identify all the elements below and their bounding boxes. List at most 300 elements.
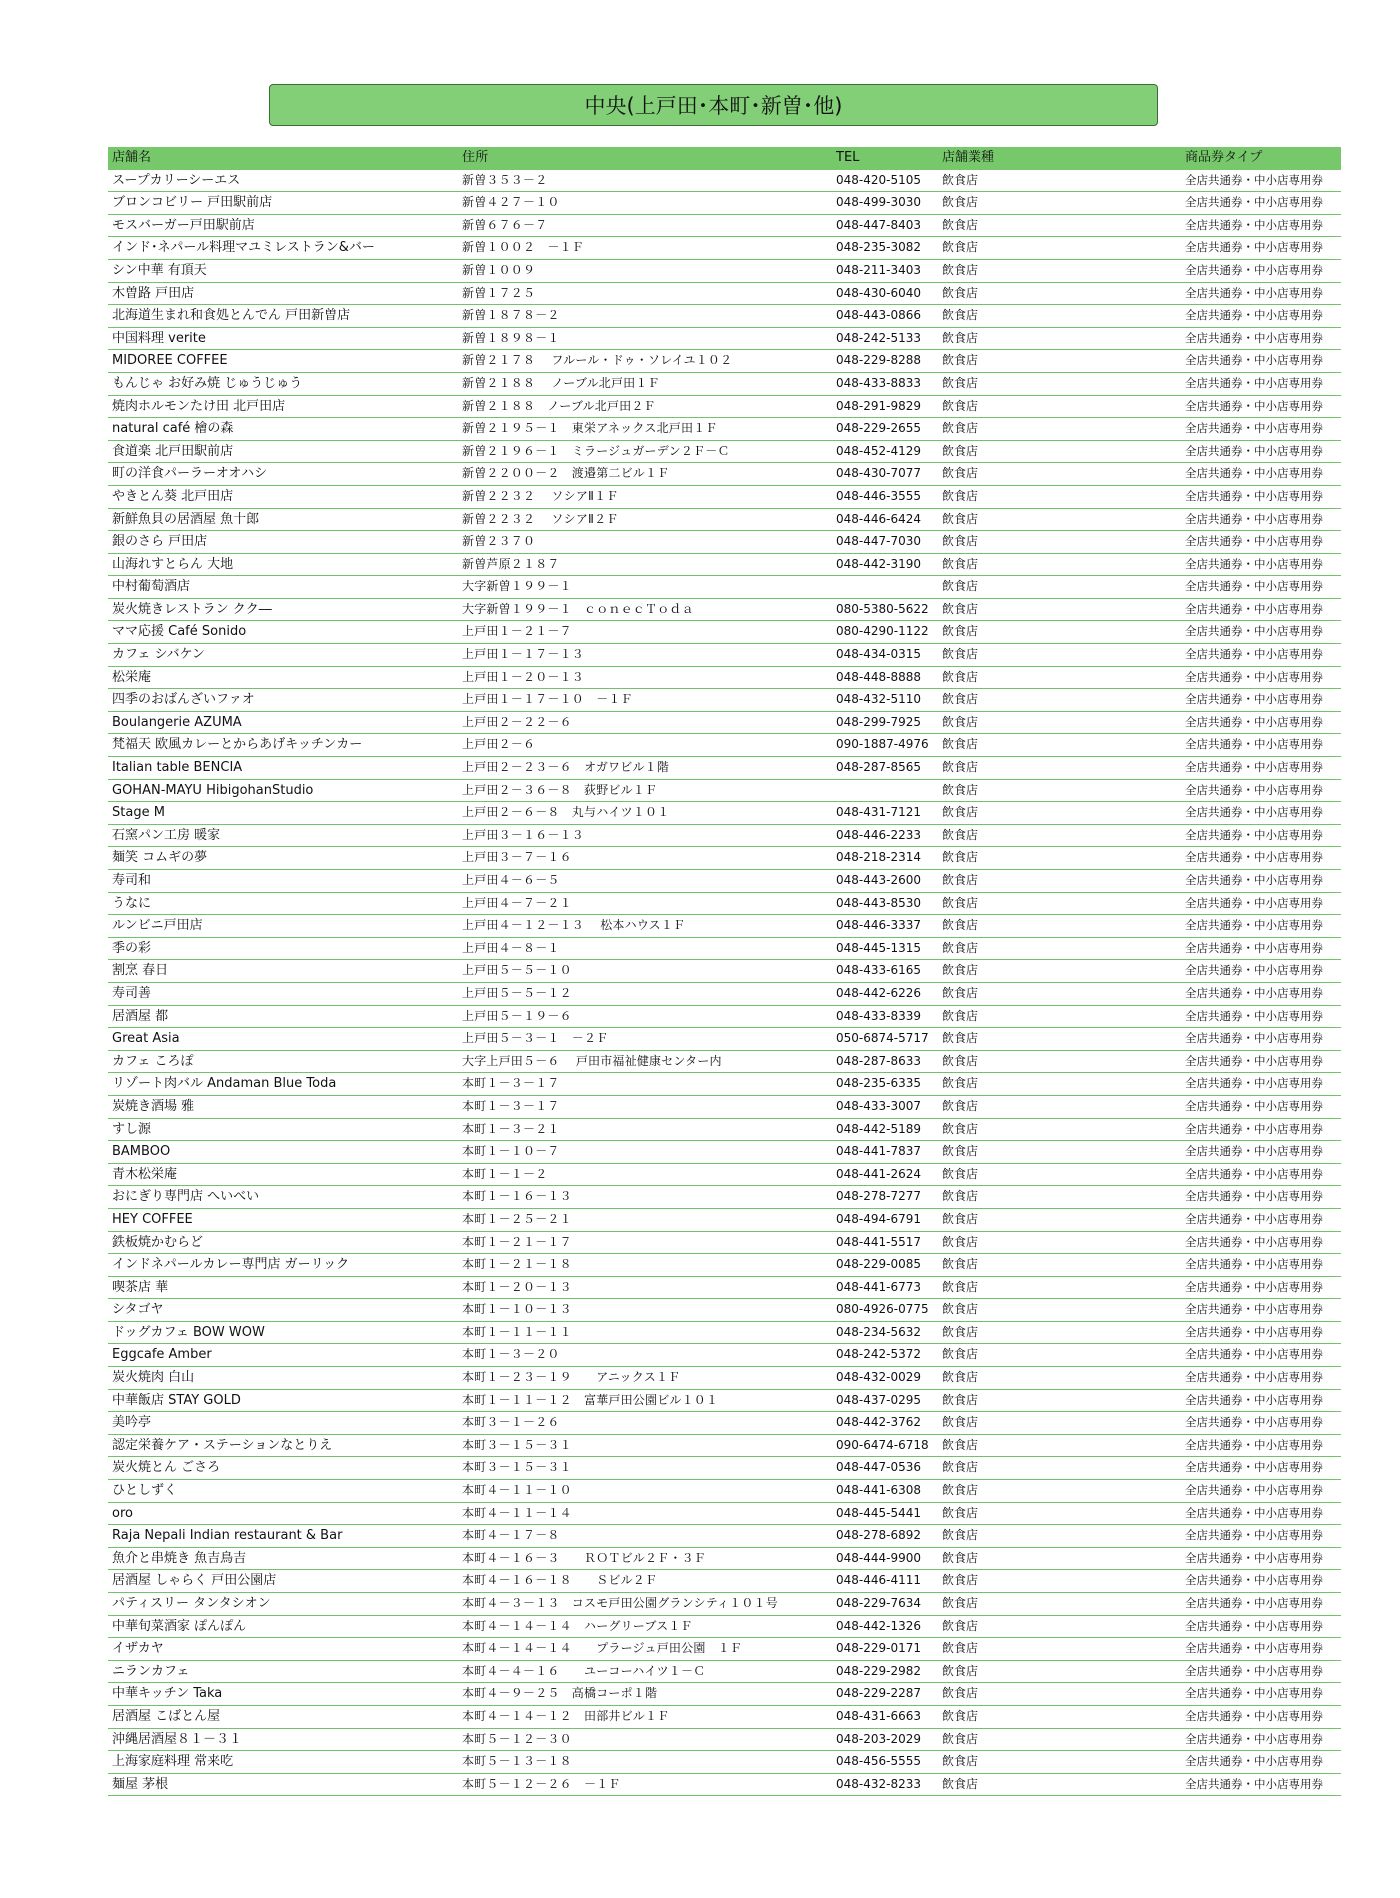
table-row: [108, 1480, 1341, 1503]
store-type: 飲食店: [942, 1008, 979, 1023]
store-type: 飲食店: [942, 737, 979, 752]
voucher-type: 全店共通券・中小店専用券: [1185, 1708, 1323, 1723]
table-row: [108, 554, 1341, 577]
voucher-type: 全店共通券・中小店専用券: [1185, 466, 1323, 481]
store-address: 本町３－１５－３１: [462, 1460, 572, 1475]
store-name: HEY COFFEE: [112, 1211, 193, 1227]
store-type: 飲食店: [942, 330, 979, 345]
table-row: [108, 1119, 1341, 1142]
store-address: 本町４－１１－１４: [462, 1505, 572, 1520]
page-title: 中央(上戸田･本町･新曽･他): [269, 84, 1158, 126]
store-address: 本町１－３－２０: [462, 1347, 560, 1362]
store-address: 本町５－１２－２６ －１Ｆ: [462, 1776, 621, 1791]
store-address: 新曽２２３２ ソシアⅡ１Ｆ: [462, 488, 619, 503]
store-address: 本町３－１５－３１: [462, 1437, 572, 1452]
store-tel: 048-499-3030: [836, 195, 922, 210]
table-row: [108, 441, 1341, 464]
store-type: 飲食店: [942, 1596, 979, 1610]
store-tel: 050-6874-5717: [836, 1031, 929, 1046]
store-address: 新曽２１８８ ノーブル北戸田１Ｆ: [462, 375, 660, 390]
store-tel: 048-229-7634: [836, 1596, 922, 1610]
table-row: [108, 170, 1341, 193]
store-name: natural café 檜の森: [112, 421, 234, 437]
store-tel: 048-445-5441: [836, 1505, 922, 1520]
store-tel: 048-447-8403: [836, 217, 922, 232]
voucher-type: 全店共通券・中小店専用券: [1185, 827, 1323, 842]
voucher-type: 全店共通券・中小店専用券: [1185, 1234, 1323, 1249]
store-name: MIDOREE COFFEE: [112, 353, 228, 369]
store-type: 飲食店: [942, 1370, 979, 1385]
store-address: 上戸田１－１７－１３: [462, 647, 585, 662]
voucher-type: 全店共通券・中小店専用券: [1185, 1370, 1323, 1385]
table-row: [108, 1096, 1341, 1119]
store-name: 喫茶店 華: [112, 1279, 169, 1295]
voucher-type: 全店共通券・中小店専用券: [1185, 285, 1323, 300]
store-address: 新曽６７６－７: [462, 217, 548, 232]
table-row: [108, 1299, 1341, 1322]
store-type: 飲食店: [942, 556, 979, 571]
store-type: 飲食店: [942, 172, 979, 187]
voucher-type: 全店共通券・中小店専用券: [1185, 1686, 1323, 1701]
store-tel: 048-447-0536: [836, 1460, 922, 1475]
store-address: 上戸田４－８－１: [462, 940, 560, 955]
store-name: リゾート肉バル Andaman Blue Toda: [112, 1076, 337, 1092]
store-tel: 048-452-4129: [836, 443, 922, 458]
store-address: 本町１－１０－１３: [462, 1302, 572, 1317]
store-type: 飲食店: [942, 1686, 979, 1701]
store-tel: 048-242-5133: [836, 330, 922, 345]
store-address: 上戸田１－２０－１３: [462, 669, 585, 684]
voucher-type: 全店共通券・中小店専用券: [1185, 714, 1323, 729]
voucher-type: 全店共通券・中小店専用券: [1185, 1776, 1323, 1791]
store-tel: 048-443-0866: [836, 308, 922, 323]
store-address: 本町４－１４－１２ 田部井ビル１Ｆ: [462, 1708, 670, 1723]
table-row: [108, 486, 1341, 509]
store-address: 本町１－２１－１７: [462, 1234, 572, 1249]
store-tel: 048-299-7925: [836, 714, 922, 729]
store-type: 飲食店: [942, 1279, 979, 1294]
table-row: [108, 1548, 1341, 1571]
store-address: 本町５－１２－３０: [462, 1731, 572, 1746]
table-row: [108, 531, 1341, 554]
store-tel: 048-433-8339: [836, 1008, 922, 1023]
table-body: [108, 170, 1341, 1797]
store-name: カフェ シバケン: [112, 647, 205, 663]
store-type: 飲食店: [942, 647, 979, 662]
store-name: Great Asia: [112, 1031, 180, 1047]
store-type: 飲食店: [942, 195, 979, 210]
store-tel: 080-4926-0775: [836, 1302, 929, 1317]
header-type: 店舗業種: [942, 150, 995, 165]
voucher-type: 全店共通券・中小店専用券: [1185, 1550, 1323, 1565]
store-name: BAMBOO: [112, 1144, 171, 1160]
store-tel: 048-287-8633: [836, 1053, 922, 1068]
store-tel: 048-433-6165: [836, 963, 922, 978]
store-name: 中華キッチン Taka: [112, 1686, 223, 1702]
store-address: 新曽１００９: [462, 262, 536, 277]
store-address: 上戸田４－６－５: [462, 873, 560, 887]
store-name: 中村葡萄酒店: [112, 579, 191, 595]
store-type: 飲食店: [942, 1505, 979, 1520]
voucher-type: 全店共通券・中小店専用券: [1185, 1031, 1323, 1046]
store-address: 新曽２１７８ フルール・ドゥ・ソレイユ１０２: [462, 353, 733, 368]
store-type: 飲食店: [942, 1302, 979, 1317]
store-name: 松栄庵: [112, 669, 152, 685]
voucher-type: 全店共通券・中小店専用券: [1185, 805, 1323, 820]
voucher-type: 全店共通券・中小店専用券: [1185, 308, 1323, 323]
store-name: 居酒屋 しゃらく 戸田公園店: [112, 1573, 277, 1589]
store-name: 四季のおばんざいファオ: [112, 692, 255, 708]
store-name: 中華飯店 STAY GOLD: [112, 1392, 241, 1408]
store-name: 山海れすとらん 大地: [112, 556, 234, 572]
voucher-type: 全店共通券・中小店専用券: [1185, 1257, 1323, 1272]
table-row: [108, 509, 1341, 532]
store-tel: 048-441-6773: [836, 1279, 922, 1294]
voucher-type: 全店共通券・中小店専用券: [1185, 1618, 1323, 1633]
store-type: 飲食店: [942, 1731, 979, 1746]
table-row: [108, 463, 1341, 486]
voucher-type: 全店共通券・中小店専用券: [1185, 1505, 1323, 1520]
store-type: 飲食店: [942, 624, 979, 639]
store-tel: 048-446-2233: [836, 827, 922, 842]
store-tel: 048-431-6663: [836, 1708, 922, 1723]
store-name: 鉄板焼かむらど: [112, 1234, 204, 1250]
store-type: 飲食店: [942, 398, 979, 413]
store-address: 上戸田３－７－１６: [462, 850, 572, 865]
store-type: 飲食店: [942, 827, 979, 842]
store-address: 本町１－２３－１９ アニックス１Ｆ: [462, 1370, 681, 1385]
store-tel: 048-442-5189: [836, 1121, 922, 1136]
store-type: 飲食店: [942, 421, 979, 436]
voucher-type: 全店共通券・中小店専用券: [1185, 782, 1323, 797]
table-row: [108, 1186, 1341, 1209]
table-row: [108, 1028, 1341, 1051]
store-tel: 048-442-6226: [836, 985, 922, 1000]
store-name: インド･ネパール料理マユミレストラン&バー: [112, 240, 375, 256]
voucher-type: 全店共通券・中小店専用券: [1185, 579, 1323, 594]
store-tel: 048-229-2287: [836, 1686, 922, 1701]
store-name: 炭火焼肉 白山: [112, 1370, 195, 1386]
table-row: [108, 1661, 1341, 1684]
table-row: [108, 1616, 1341, 1639]
voucher-type: 全店共通券・中小店専用券: [1185, 375, 1323, 390]
voucher-type: 全店共通券・中小店専用券: [1185, 760, 1323, 775]
store-address: 上戸田４－７－２１: [462, 895, 572, 910]
store-name: 麺笑 コムギの夢: [112, 850, 208, 866]
store-type: 飲食店: [942, 1076, 979, 1091]
store-tel: 048-430-6040: [836, 285, 922, 300]
store-table: [108, 147, 1341, 1796]
store-type: 飲食店: [942, 488, 979, 503]
store-type: 飲食店: [942, 873, 979, 887]
store-tel: 048-441-6308: [836, 1483, 922, 1498]
voucher-type: 全店共通券・中小店専用券: [1185, 963, 1323, 978]
table-row: [108, 1706, 1341, 1729]
voucher-type: 全店共通券・中小店専用券: [1185, 1189, 1323, 1204]
store-address: 上戸田１－２１－７: [462, 624, 572, 639]
table-row: [108, 215, 1341, 238]
store-address: 新曽２２３２ ソシアⅡ２Ｆ: [462, 511, 619, 526]
store-name: カフェ ころぽ: [112, 1053, 194, 1069]
store-tel: 048-447-7030: [836, 534, 922, 549]
table-row: [108, 1751, 1341, 1774]
table-row: [108, 757, 1341, 780]
store-name: 割烹 春日: [112, 963, 169, 979]
store-type: 飲食店: [942, 262, 979, 277]
store-tel: 090-1887-4976: [836, 737, 929, 752]
table-row: [108, 1435, 1341, 1458]
store-address: 新曽２２００－２ 渡邉第二ビル１Ｆ: [462, 466, 670, 481]
voucher-type: 全店共通券・中小店専用券: [1185, 1754, 1323, 1769]
store-tel: 090-6474-6718: [836, 1437, 929, 1452]
voucher-type: 全店共通券・中小店専用券: [1185, 443, 1323, 458]
store-tel: 048-445-1315: [836, 940, 922, 955]
store-address: 本町１－２１－１８: [462, 1257, 572, 1272]
store-type: 飲食店: [942, 375, 979, 390]
store-tel: 048-442-1326: [836, 1618, 922, 1633]
table-row: [108, 1073, 1341, 1096]
store-name: 居酒屋 都: [112, 1008, 169, 1024]
store-address: 上戸田２－６: [462, 737, 536, 752]
store-tel: 080-5380-5622: [836, 601, 929, 616]
store-tel: 048-430-7077: [836, 466, 922, 481]
store-address: 本町４－１６－１８ Ｓビル２Ｆ: [462, 1573, 658, 1588]
store-tel: 048-211-3403: [836, 262, 922, 277]
voucher-type: 全店共通券・中小店専用券: [1185, 873, 1323, 887]
store-type: 飲食店: [942, 1415, 979, 1430]
store-name: GOHAN-MAYU HibigohanStudio: [112, 782, 314, 798]
store-address: 本町１－２５－２１: [462, 1211, 572, 1226]
store-name: 炭火焼とん ごさろ: [112, 1460, 221, 1476]
store-address: 本町１－１１－１１: [462, 1324, 572, 1339]
store-address: 上戸田５－１９－６: [462, 1008, 572, 1023]
table-row: [108, 644, 1341, 667]
store-name: 認定栄養ケア・ステーションなとりえ: [112, 1437, 333, 1453]
voucher-type: 全店共通券・中小店専用券: [1185, 556, 1323, 571]
store-address: 上戸田３－１６－１３: [462, 827, 585, 842]
voucher-type: 全店共通券・中小店専用券: [1185, 1166, 1323, 1181]
store-tel: 048-443-2600: [836, 873, 922, 887]
table-row: [108, 1570, 1341, 1593]
store-name: イザカヤ: [112, 1641, 164, 1657]
voucher-type: 全店共通券・中小店専用券: [1185, 217, 1323, 232]
voucher-type: 全店共通券・中小店専用券: [1185, 1437, 1323, 1452]
store-address: 上戸田１－１７－１０ －１Ｆ: [462, 692, 633, 707]
store-name: 町の洋食パーラーオオハシ: [112, 466, 268, 482]
store-name: Stage M: [112, 805, 165, 821]
store-type: 飲食店: [942, 285, 979, 300]
store-address: 本町４－９－２５ 高橋コーポ１階: [462, 1686, 658, 1701]
store-type: 飲食店: [942, 895, 979, 910]
store-name: 北海道生まれ和食処とんでん 戸田新曽店: [112, 308, 351, 324]
table-row: [108, 1390, 1341, 1413]
store-type: 飲食店: [942, 1098, 979, 1113]
store-tel: 048-494-6791: [836, 1211, 922, 1226]
store-name: ひとしずく: [112, 1483, 178, 1499]
store-name: 寿司和: [112, 873, 152, 888]
store-name: 銀のさら 戸田店: [112, 534, 208, 550]
store-tel: 048-448-8888: [836, 669, 922, 684]
table-row: [108, 396, 1341, 419]
store-tel: 048-456-5555: [836, 1754, 922, 1769]
store-tel: 048-431-7121: [836, 805, 922, 820]
header-tel: TEL: [836, 150, 860, 165]
table-row: [108, 1209, 1341, 1232]
store-name: すし源: [112, 1121, 152, 1137]
table-row: [108, 1683, 1341, 1706]
voucher-type: 全店共通券・中小店専用券: [1185, 1302, 1323, 1317]
voucher-type: 全店共通券・中小店専用券: [1185, 601, 1323, 616]
store-type: 飲食店: [942, 669, 979, 684]
store-type: 飲食店: [942, 1437, 979, 1452]
store-tel: 048-234-5632: [836, 1324, 922, 1339]
store-address: 大字上戸田５－６ 戸田市福祉健康センター内: [462, 1053, 722, 1068]
store-type: 飲食店: [942, 579, 979, 594]
table-row: [108, 373, 1341, 396]
store-type: 飲食店: [942, 1324, 979, 1339]
store-name: もんじゃ お好み焼 じゅうじゅう: [112, 375, 303, 391]
voucher-type: 全店共通券・中小店専用券: [1185, 172, 1323, 187]
store-type: 飲食店: [942, 217, 979, 232]
table-row: [108, 689, 1341, 712]
store-name: 居酒屋 こばとん屋: [112, 1708, 221, 1724]
store-tel: 048-446-4111: [836, 1573, 922, 1588]
store-address: 本町４－１７－８: [462, 1528, 560, 1543]
store-type: 飲食店: [942, 1483, 979, 1498]
store-address: 上戸田２－２２－６: [462, 714, 572, 729]
store-address: 新曽２１９５－１ 東栄アネックス北戸田１Ｆ: [462, 421, 718, 436]
store-name: 寿司善: [112, 985, 152, 1001]
table-row: [108, 260, 1341, 283]
table-row: [108, 1051, 1341, 1074]
store-address: 本町１－３－１７: [462, 1076, 560, 1091]
store-type: 飲食店: [942, 1776, 979, 1791]
store-name: Raja Nepali Indian restaurant & Bar: [112, 1528, 343, 1544]
voucher-type: 全店共通券・中小店専用券: [1185, 1641, 1323, 1656]
store-tel: 048-446-6424: [836, 511, 922, 526]
store-type: 飲食店: [942, 1641, 979, 1656]
store-name: 季の彩: [112, 940, 152, 956]
store-name: oro: [112, 1505, 133, 1521]
store-tel: 048-229-8288: [836, 353, 922, 368]
table-row: [108, 418, 1341, 441]
store-name: 美吟亭: [112, 1415, 152, 1431]
store-name: 食道楽 北戸田駅前店: [112, 443, 234, 459]
voucher-type: 全店共通券・中小店専用券: [1185, 1008, 1323, 1023]
table-row: [108, 1322, 1341, 1345]
store-tel: 048-432-8233: [836, 1776, 922, 1791]
table-row: [108, 1367, 1341, 1390]
store-address: 本町１－２０－１３: [462, 1279, 572, 1294]
store-name: 焼肉ホルモンたけ田 北戸田店: [112, 398, 286, 414]
store-type: 飲食店: [942, 760, 979, 775]
store-name: 沖縄居酒屋８１－３１: [112, 1731, 243, 1747]
table-row: [108, 328, 1341, 351]
voucher-type: 全店共通券・中小店専用券: [1185, 421, 1323, 436]
voucher-type: 全店共通券・中小店専用券: [1185, 1347, 1323, 1362]
table-row: [108, 1503, 1341, 1526]
voucher-type: 全店共通券・中小店専用券: [1185, 647, 1323, 662]
table-row: [108, 915, 1341, 938]
table-row: [108, 1006, 1341, 1029]
voucher-type: 全店共通券・中小店専用券: [1185, 850, 1323, 865]
table-row: [108, 237, 1341, 260]
table-row: [108, 983, 1341, 1006]
table-row: [108, 960, 1341, 983]
store-address: 新曽４２７－１０: [462, 195, 560, 210]
store-type: 飲食店: [942, 1528, 979, 1543]
store-type: 飲食店: [942, 1166, 979, 1181]
voucher-type: 全店共通券・中小店専用券: [1185, 1121, 1323, 1136]
store-type: 飲食店: [942, 985, 979, 1000]
store-name: 新鮮魚貝の居酒屋 魚十郎: [112, 511, 260, 527]
store-name: シン中華 有頂天: [112, 262, 207, 278]
store-name: 炭焼き酒場 雅: [112, 1098, 195, 1114]
voucher-type: 全店共通券・中小店専用券: [1185, 1144, 1323, 1159]
store-tel: 048-420-5105: [836, 172, 922, 187]
voucher-type: 全店共通券・中小店専用券: [1185, 1460, 1323, 1475]
store-tel: 048-229-2982: [836, 1663, 922, 1678]
store-address: 本町４－１６－３ ＲＯＴビル２Ｆ・３Ｆ: [462, 1550, 707, 1565]
store-tel: 048-432-5110: [836, 692, 922, 707]
store-type: 飲食店: [942, 1257, 979, 1272]
store-address: 新曽１８９８－１: [462, 330, 560, 345]
store-tel: 048-242-5372: [836, 1347, 922, 1362]
store-tel: 048-203-2029: [836, 1731, 922, 1746]
store-address: 本町４－３－１３ コスモ戸田公園グランシティ１０１号: [462, 1596, 778, 1610]
table-row: [108, 1774, 1341, 1797]
store-tel: 048-446-3337: [836, 918, 922, 933]
store-name: 上海家庭料理 常来吃: [112, 1754, 234, 1770]
store-type: 飲食店: [942, 805, 979, 820]
store-address: 新曽３５３－２: [462, 172, 548, 187]
table-row: [108, 576, 1341, 599]
store-address: 本町４－１４－１４ プラージュ戸田公園 １Ｆ: [462, 1641, 743, 1656]
store-type: 飲食店: [942, 1347, 979, 1362]
store-name: 木曽路 戸田店: [112, 285, 195, 301]
store-address: 本町１－１－２: [462, 1166, 548, 1181]
store-name: ブロンコビリー 戸田駅前店: [112, 195, 273, 211]
store-name: Italian table BENCIA: [112, 760, 243, 776]
store-tel: 048-433-8833: [836, 375, 922, 390]
voucher-type: 全店共通券・中小店専用券: [1185, 1076, 1323, 1091]
voucher-type: 全店共通券・中小店専用券: [1185, 1279, 1323, 1294]
store-tel: 048-235-3082: [836, 240, 922, 255]
store-type: 飲食店: [942, 511, 979, 526]
store-tel: 080-4290-1122: [836, 624, 929, 639]
store-type: 飲食店: [942, 466, 979, 481]
store-type: 飲食店: [942, 1189, 979, 1204]
store-type: 飲食店: [942, 601, 979, 616]
voucher-type: 全店共通券・中小店専用券: [1185, 1211, 1323, 1226]
voucher-type: 全店共通券・中小店専用券: [1185, 1053, 1323, 1068]
store-type: 飲食店: [942, 918, 979, 933]
voucher-type: 全店共通券・中小店専用券: [1185, 330, 1323, 345]
store-address: 本町１－１６－１３: [462, 1189, 572, 1204]
store-name: シタゴヤ: [112, 1302, 164, 1318]
store-tel: 048-434-0315: [836, 647, 922, 662]
store-type: 飲食店: [942, 850, 979, 865]
store-name: やきとん葵 北戸田店: [112, 488, 234, 504]
store-address: 上戸田２－６－８ 丸与ハイツ１０１: [462, 805, 670, 820]
table-row: [108, 1232, 1341, 1255]
store-tel: 048-441-5517: [836, 1234, 922, 1249]
voucher-type: 全店共通券・中小店専用券: [1185, 1573, 1323, 1588]
store-address: 上戸田５－５－１０: [462, 963, 572, 978]
table-row: [108, 734, 1341, 757]
store-name: ニランカフェ: [112, 1663, 190, 1679]
store-address: 本町５－１３－１８: [462, 1754, 572, 1769]
